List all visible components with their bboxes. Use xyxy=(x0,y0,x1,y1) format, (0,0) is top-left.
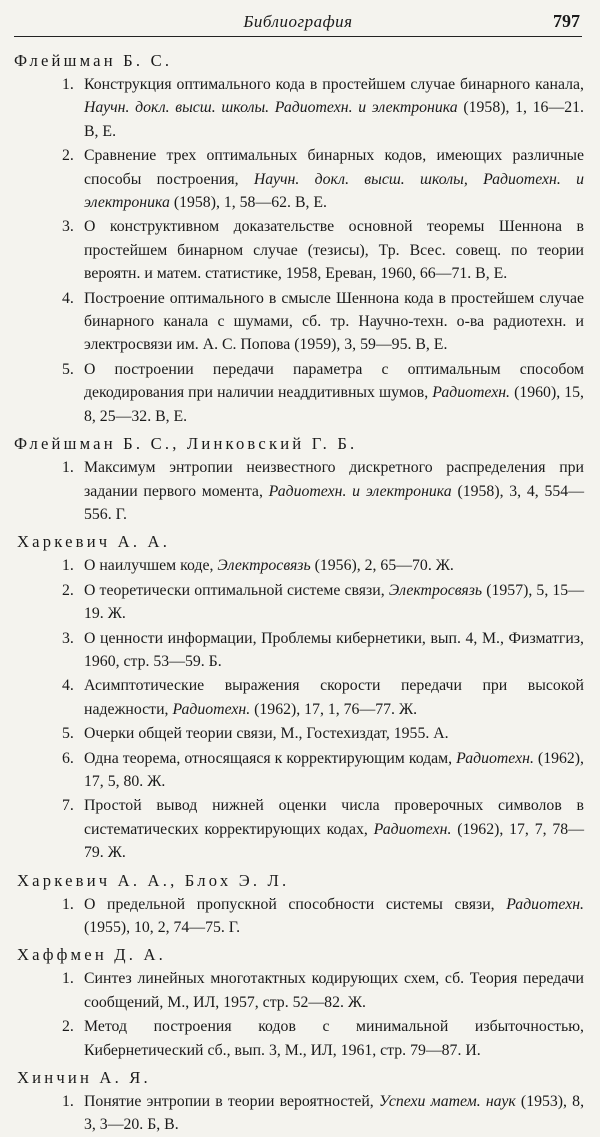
bibliography-entry xyxy=(14,794,586,864)
entry-text: Синтез линейных многотактных кодирующих схем, сб. Теория передачи сообщений, М., ИЛ, 1957, стр. 52—82. Ж. xyxy=(84,970,584,1011)
journal-title: Радиотехн. xyxy=(172,700,251,718)
bibliography-entry xyxy=(14,893,586,940)
entry-text: (1957), 5, 15—19. Ж. xyxy=(84,581,584,623)
running-head: Библиография xyxy=(243,12,353,31)
entry-number: 4. xyxy=(62,289,74,307)
entry-text: О ценности информации, Проблемы кибернетики, вып. 4, М., Физматгиз, 1960, стр. 53—59. Б. xyxy=(84,629,584,670)
entry-number: 2. xyxy=(62,1018,74,1036)
entry-text: (1958), 1, 58—62. В, Е. xyxy=(169,194,327,212)
bibliography-entry xyxy=(14,579,586,626)
entry-text: Простой вывод нижней оценки числа проверочных символов в систематических корректирующих кодах, xyxy=(84,797,584,838)
entry-number: 1. xyxy=(62,459,74,477)
entry-number: 2. xyxy=(62,147,74,165)
entry-list xyxy=(14,456,586,526)
journal-title: Радиотехн. xyxy=(432,384,511,402)
entry-number: 1. xyxy=(62,970,74,988)
entry-list xyxy=(14,73,586,428)
entry-number: 1. xyxy=(62,895,74,913)
journal-title: Радиотехн. xyxy=(373,820,452,838)
bibliography-entry xyxy=(14,1090,586,1137)
author-heading: Хаффмен Д. А. xyxy=(17,945,166,965)
entry-text: (1958), 3, 4, 554—556. Г. xyxy=(84,482,584,523)
entry-text: Очерки общей теории связи, М., Гостехиздат, 1955. А. xyxy=(84,725,449,743)
entry-text: (1962), 17, 7, 78—79. Ж. xyxy=(84,820,584,862)
journal-title: Научн. докл. высш. школы, Радиотехн. и электроника xyxy=(84,170,584,212)
entry-list xyxy=(14,967,586,1062)
entry-text: О наилучшем коде, xyxy=(84,557,218,575)
entry-text: О теоретически оптимальной системе связи, xyxy=(84,581,389,599)
author-heading: Хинчин А. Я. xyxy=(17,1068,151,1088)
entry-text: Построение оптимального в смысле Шеннона кода в простейшем случае бинарного канала с шумами, сб. тр. Научно-техн. о-ва радиотехн. и электросвязи им. А. С. Попова (1959), 3, 59—95. В, Е. xyxy=(84,289,584,354)
page-header xyxy=(14,0,582,37)
entry-text: (1962), 17, 5, 80. Ж. xyxy=(84,749,584,790)
entry-number: 5. xyxy=(62,725,74,743)
author-heading: Флейшман Б. С., Линковский Г. Б. xyxy=(14,434,358,454)
entry-list xyxy=(14,1090,586,1137)
journal-title: Радиотехн. и электроника xyxy=(268,482,452,500)
entry-text: О предельной пропускной способности системы связи, xyxy=(84,895,507,913)
entry-list xyxy=(14,554,586,864)
entry-number: 5. xyxy=(62,360,74,378)
bibliography-entry xyxy=(14,456,586,526)
entry-text: Сравнение трех оптимальных бинарных кодов, имеющих различные способы построения, xyxy=(84,147,584,188)
entry-text: (1960), 15, 8, 25—32. В, Е. xyxy=(84,384,584,425)
entry-text: О построении передачи параметра с оптимальным способом декодирования при наличии неаддитивных шумов, xyxy=(84,360,584,402)
page-number: 797 xyxy=(553,11,580,31)
bibliography-entry xyxy=(14,144,586,214)
entry-text: (1962), 17, 1, 76—77. Ж. xyxy=(250,700,418,718)
entry-text: Одна теорема, относящаяся к корректирующим кодам, xyxy=(84,749,457,767)
author-heading: Харкевич А. А. xyxy=(17,532,171,552)
entry-text: (1956), 2, 65—70. Ж. xyxy=(310,557,454,575)
entry-number: 1. xyxy=(62,557,74,575)
entry-text: Понятие энтропии в теории вероятностей, xyxy=(84,1093,379,1111)
author-heading: Флейшман Б. С. xyxy=(14,51,173,70)
journal-title: Электросвязь xyxy=(217,557,311,575)
journal-title: Радиотехн. xyxy=(456,749,534,767)
author-heading: Харкевич А. А., Блох Э. Л. xyxy=(17,870,290,890)
bibliography-entry xyxy=(14,747,586,794)
entry-list xyxy=(14,893,586,940)
entry-text: Метод построения кодов с минимальной избыточностью, Кибернетический сб., вып. 3, М., ИЛ, 1961, стр. 79—87. И. xyxy=(84,1018,584,1059)
entry-number: 3. xyxy=(62,629,74,647)
bibliography-entry xyxy=(14,554,586,577)
entry-number: 3. xyxy=(62,218,74,236)
entry-number: 1. xyxy=(62,76,74,93)
bibliography-entry xyxy=(14,1015,586,1062)
entry-number: 1. xyxy=(62,1093,74,1111)
journal-title: Электросвязь xyxy=(388,581,483,599)
journal-title: Успехи матем. наук xyxy=(378,1093,516,1111)
journal-title: Научн. докл. высш. школы. Радиотехн. и электроника xyxy=(84,99,458,117)
bibliography-entry xyxy=(14,967,586,1014)
bibliography-entry xyxy=(14,358,586,428)
entry-number: 2. xyxy=(62,581,74,599)
bibliography-list xyxy=(14,37,586,1137)
entry-number: 6. xyxy=(62,749,74,767)
bibliography-entry xyxy=(14,287,586,357)
entry-text: Асимптотические выражения скорости передачи при высокой надежности, xyxy=(84,677,584,718)
bibliography-entry xyxy=(14,627,586,674)
bibliography-entry xyxy=(14,722,586,745)
entry-number: 7. xyxy=(62,797,74,815)
entry-text: (1955), 10, 2, 74—75. Г. xyxy=(84,919,241,936)
bibliography-entry xyxy=(14,73,586,143)
entry-number: 4. xyxy=(62,677,74,695)
entry-text: (1958), 1, 16—21. В, Е. xyxy=(84,99,584,140)
entry-text: О конструктивном доказательстве основной теоремы Шеннона в простейшем бинарном случае (тезисы), Тр. Всес. совещ. по теории вероятн. и матем. статистике, 1958, Ереван, 1960, 66—71. В, Е. xyxy=(84,218,584,283)
journal-title: Радиотехн. xyxy=(506,895,584,913)
entry-text: Максимум энтропии неизвестного дискретного распределения при задании первого момента, xyxy=(84,459,584,500)
bibliography-entry xyxy=(14,215,586,285)
entry-text: Конструкция оптимального кода в простейшем случае бинарного канала, xyxy=(84,76,584,93)
bibliography-entry xyxy=(14,674,586,721)
entry-text: (1953), 8, 3, 3—20. Б, В. xyxy=(84,1093,585,1134)
